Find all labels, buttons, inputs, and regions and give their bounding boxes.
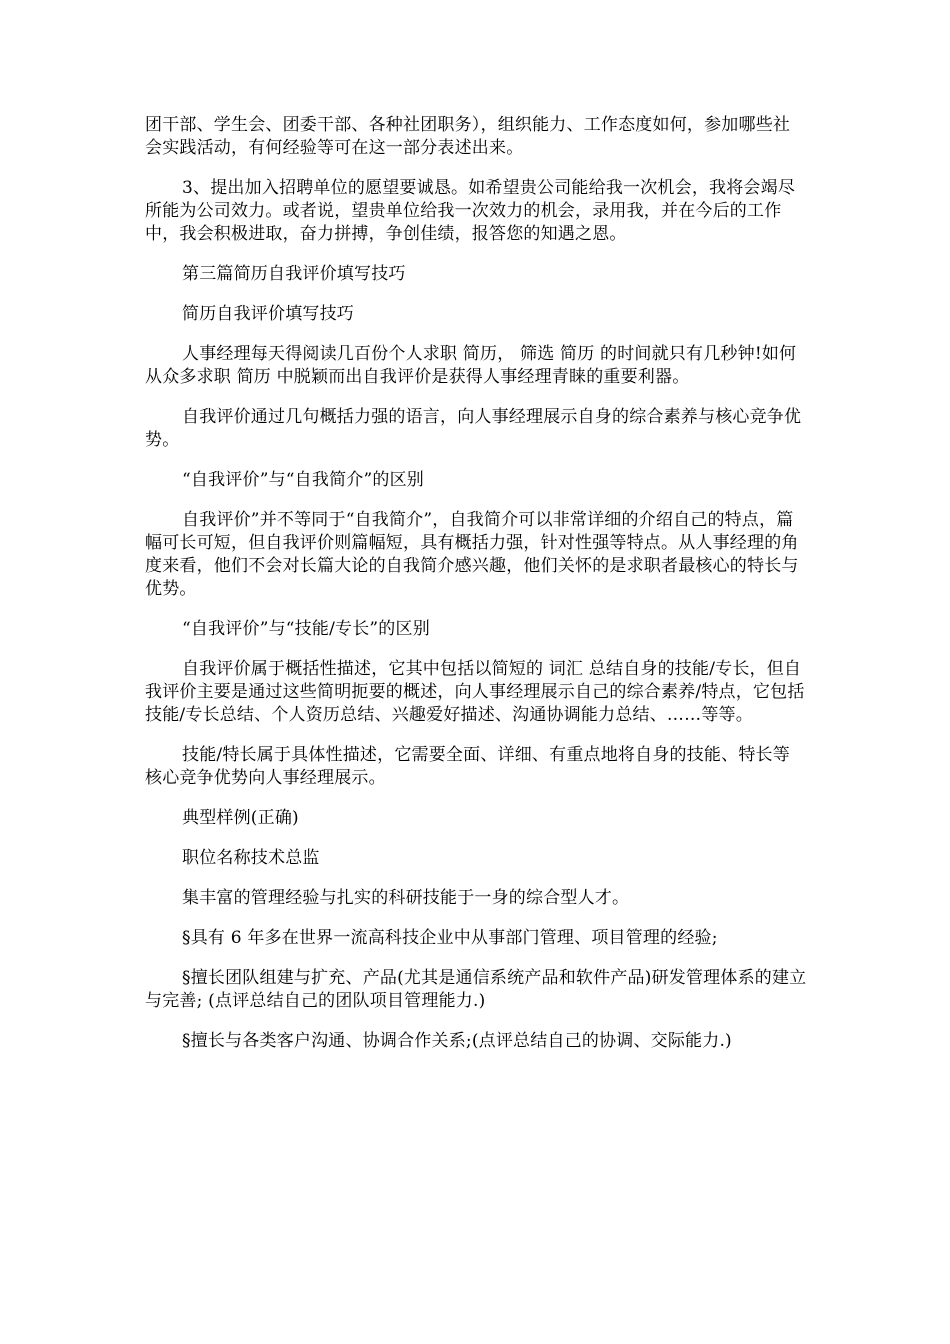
document-body — [145, 114, 807, 1070]
example-heading: 典型样例(正确) — [182, 808, 299, 828]
paragraph-2: 3、提出加入招聘单位的愿望要诚恳。如希望贵公司能给我一次机会，我将会竭尽所能为公司效力。或者说，望贵单位给我一次效力的机会，录用我，并在今后的工作中，我会积极进取，奋力拼搏，争创佳绩，报答您的知遇之恩。 — [145, 178, 796, 244]
paragraph-6: 自我评价通过几句概括力强的语言，向人事经理展示自身的综合素养与核心竞争优势。 — [145, 407, 802, 450]
paragraph-8: 自我评价”并不等同于“自我简介”，自我简介可以非常详细的介绍自己的特点，篇幅可长可短，但自我评价则篇幅短，具有概括力强，针对性强等特点。从人事经理的角度来看，他们不会对长篇大论的自我简介感兴趣，他们关怀的是求职者最核心的特长与优势。 — [145, 510, 799, 599]
paragraph-10: 自我评价属于概括性描述，它其中包括以简短的 词汇 总结自身的技能/专长，但自我评价主要是通过这些简明扼要的概述，向人事经理展示自己的综合素养/特点，它包括技能/专长总结、个人资历总结、兴趣爱好描述、沟通协调能力总结、……等等。 — [145, 659, 805, 725]
bullet-item-2: §擅长团队组建与扩充、产品(尤其是通信系统产品和软件产品)研发管理体系的建立与完善; (点评总结自己的团队项目管理能力.) — [145, 968, 807, 1011]
section-subheading: 简历自我评价填写技巧 — [182, 304, 354, 324]
paragraph-1: 团干部、学生会、团委干部、各种社团职务），组织能力、工作态度如何，参加哪些社会实践活动，有何经验等可在这一部分表述出来。 — [145, 115, 791, 158]
job-title-line: 职位名称技术总监 — [182, 848, 320, 868]
subheading-self-evaluation-vs-intro: “自我评价”与“自我简介”的区别 — [182, 470, 424, 490]
paragraph-5: 人事经理每天得阅读几百份个人求职 简历， 筛选 简历 的时间就只有几秒钟!如何从众多求职 简历 中脱颖而出自我评价是获得人事经理青睐的重要利器。 — [145, 344, 797, 387]
section-heading-3: 第三篇简历自我评价填写技巧 — [182, 264, 406, 284]
bullet-item-3: §擅长与各类客户沟通、协调合作关系;(点评总结自己的协调、交际能力.) — [182, 1031, 732, 1051]
bullet-item-1: §具有 6 年多在世界一流高科技企业中从事部门管理、项目管理的经验; — [182, 928, 718, 948]
summary-line: 集丰富的管理经验与扎实的科研技能于一身的综合型人才。 — [182, 888, 630, 908]
subheading-self-evaluation-vs-skills: “自我评价”与“技能/专长”的区别 — [182, 619, 430, 639]
paragraph-11: 技能/特长属于具体性描述，它需要全面、详细、有重点地将自身的技能、特长等核心竞争优势向人事经理展示。 — [145, 745, 790, 788]
